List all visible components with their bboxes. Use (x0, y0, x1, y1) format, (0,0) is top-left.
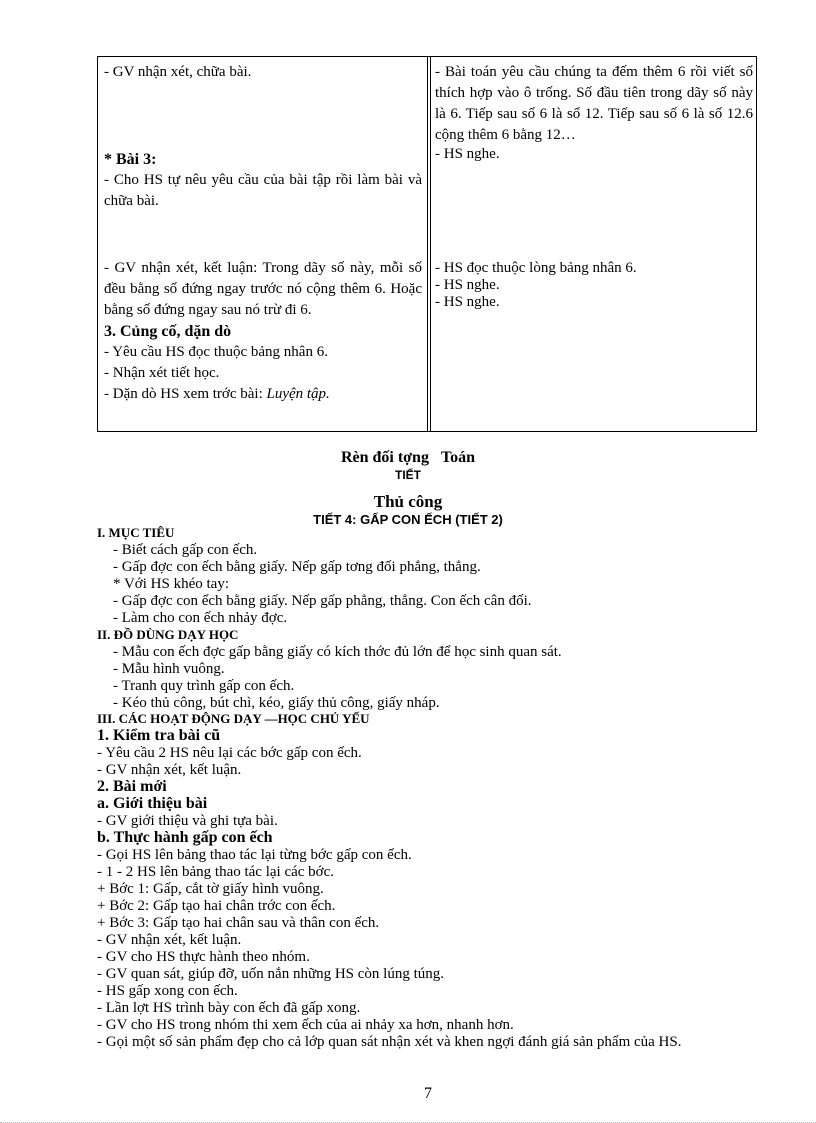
student-line: - HS nghe. (435, 146, 500, 162)
body-line: - Mẫu hình vuông. (113, 660, 225, 677)
section-heading: III. CÁC HOẠT ĐỘNG DẠY —HỌC CHỦ YẾU (97, 711, 370, 727)
teacher-cell-3 (104, 258, 422, 405)
page-number: 7 (424, 1085, 432, 1102)
column-divider-inner (430, 57, 431, 431)
teacher-line: - Nhận xét tiết học. (104, 365, 220, 381)
student-line: - HS đọc thuộc lòng bảng nhân 6. (435, 260, 637, 276)
teacher-line (104, 384, 422, 405)
student-cell-2 (435, 260, 753, 311)
exercise-heading: * Bài 3: (104, 151, 157, 168)
teacher-cell-1 (104, 62, 422, 83)
period-title: TIẾT 4: GẤP CON ẾCH (TIẾT 2) (313, 512, 503, 527)
student-line: - HS nghe. (435, 277, 500, 293)
body-line: + Bớc 2: Gấp tạo hai chân trớc con ếch. (97, 897, 336, 914)
section-heading: II. ĐỒ DÙNG DẠY HỌC (97, 626, 239, 642)
homework-topic: Luyện tập. (266, 386, 330, 402)
body-line: - Gấp đợc con ếch bằng giấy. Nếp gấp phẳng, thẳng. Con ếch cân đối. (113, 592, 532, 609)
body-line: - GV nhận xét, kết luận. (97, 931, 242, 948)
teacher-line: - GV nhận xét, kết luận: Trong dãy số này, mỗi số đều bằng số đứng ngay trước nó cộng thêm 6. Hoặc bằng số đứng ngay sau nó trừ đi 6. (104, 260, 422, 318)
teacher-line: - Cho HS tự nêu yêu cầu của bài tập rồi làm bài và chữa bài. (104, 172, 422, 209)
body-line: - Làm cho con ếch nhảy đợc. (113, 609, 288, 626)
body-line: - Yêu cầu 2 HS nêu lại các bớc gấp con ếch. (97, 745, 362, 762)
body-line: + Bớc 1: Gấp, cắt tờ giấy hình vuông. (97, 881, 324, 898)
subsection-heading: 1. Kiểm tra bài cũ (97, 728, 221, 745)
body-line: - Kéo thủ công, bút chì, kéo, giấy thủ công, giấy nháp. (113, 694, 440, 711)
body-line: - GV nhận xét, kết luận. (97, 762, 242, 779)
activity-table (97, 56, 757, 432)
body-line: - GV giới thiệu và ghi tựa bài. (97, 813, 278, 830)
subject-title: Thủ công (373, 492, 443, 511)
body-line: - GV quan sát, giúp đỡ, uốn nắn những HS còn lúng túng. (97, 965, 445, 982)
column-divider (427, 57, 428, 431)
student-line: - HS nghe. (435, 294, 500, 310)
body-line: - 1 - 2 HS lên bảng thao tác lại các bớc. (97, 864, 335, 881)
body-line: - Gọi HS lên bảng thao tác lại từng bớc gấp con ếch. (97, 847, 412, 864)
lesson-target-period: TIẾT (395, 468, 421, 482)
body-line: - Biết cách gấp con ếch. (113, 541, 258, 558)
homework-text: - Dặn dò HS xem trớc bài: (104, 386, 267, 402)
body-line: - Tranh quy trình gấp con ếch. (113, 677, 295, 694)
lesson-target-title (0, 449, 816, 467)
body-line: - GV cho HS thực hành theo nhóm. (97, 948, 310, 965)
teacher-cell-2 (104, 149, 422, 212)
section-heading: I. MỤC TIÊU (97, 525, 175, 540)
body-line: - HS gấp xong con ếch. (97, 982, 238, 999)
subsection-heading: a. Giới thiệu bài (97, 796, 208, 813)
lesson-body (97, 525, 757, 1051)
target-subject: Toán (440, 449, 476, 466)
student-cell-1 (435, 62, 753, 163)
teacher-line: - Yêu cầu HS đọc thuộc bảng nhân 6. (104, 344, 328, 360)
body-line: * Với HS khéo tay: (113, 575, 229, 592)
body-line: - Lần lợt HS trình bày con ếch đã gấp xong. (97, 999, 361, 1016)
body-line: - Mẫu con ếch đợc gấp bằng giấy có kích thớc đủ lớn để học sinh quan sát. (113, 643, 562, 660)
body-line: - Gọi một số sản phẩm đẹp cho cả lớp quan sát nhận xét và khen ngợi đánh giá sản phẩm của HS. (97, 1033, 682, 1050)
subsection-heading: b. Thực hành gấp con ếch (97, 830, 273, 847)
body-line: - Gấp đợc con ếch bằng giấy. Nếp gấp tơng đối phẳng, thẳng. (113, 558, 481, 575)
subsection-heading: 2. Bài mới (97, 779, 167, 796)
section-heading: 3. Củng cố, dặn dò (104, 323, 232, 340)
student-line: - Bài toán yêu cầu chúng ta đếm thêm 6 rồi viết số thích hợp vào ô trống. Số đầu tiên trong dãy số này là 6. Tiếp sau số 6 là số 12. Tiếp sau số 6 là số 12.6 cộng thêm 6 bằng 12… (435, 64, 753, 143)
target-group: Rèn đối tợng (340, 449, 429, 466)
teacher-line: - GV nhận xét, chữa bài. (104, 64, 252, 80)
body-line: - GV cho HS trong nhóm thi xem ếch của ai nhảy xa hơn, nhanh hơn. (97, 1016, 514, 1033)
body-line: + Bớc 3: Gấp tạo hai chân sau và thân con ếch. (97, 914, 380, 931)
